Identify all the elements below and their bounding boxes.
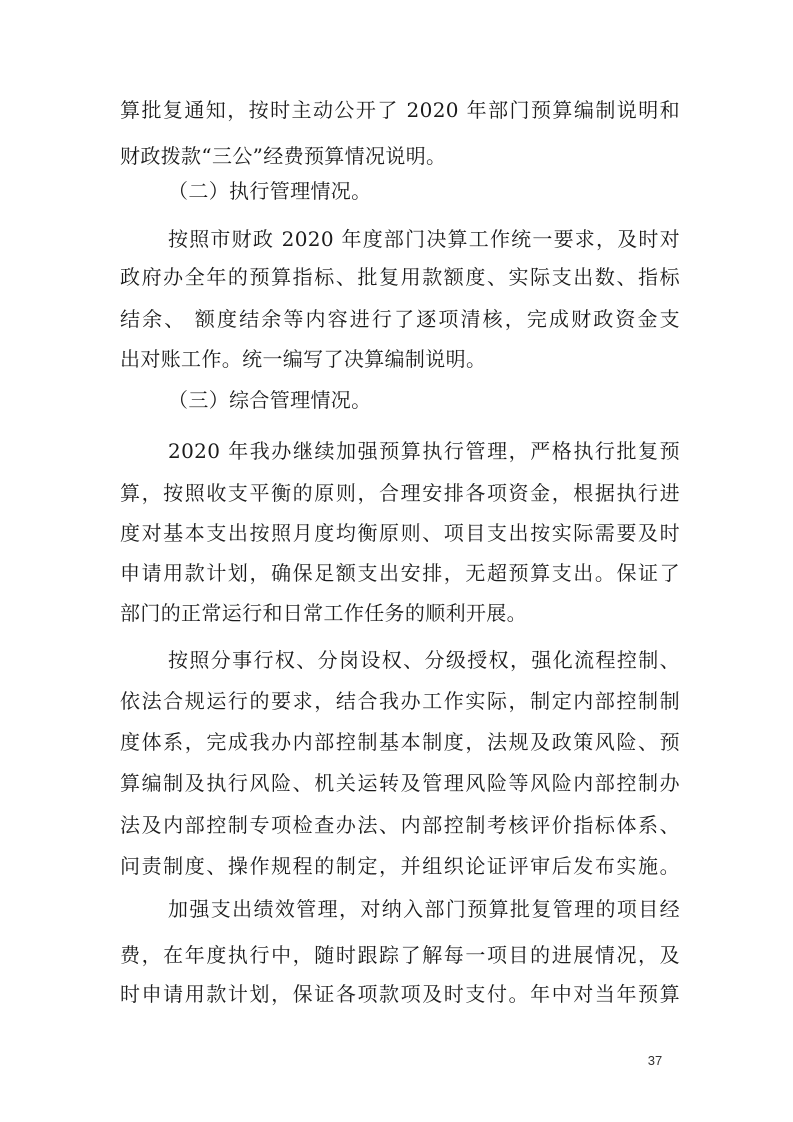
text-line: 按照市财政 2020 年度部门决算工作统一要求，及时对 [168,227,680,251]
text-line: 算批复通知，按时主动公开了 2020 年部门预算编制说明和 [120,98,680,122]
text-line: 问责制度、操作规程的制定，并组织论证评审后发布实施。 [120,854,680,878]
section-heading: （三）综合管理情况。 [168,388,372,412]
text-line: 时申请用款计划，保证各项款项及时支付。年中对当年预算 [120,982,680,1006]
text-line: 算编制及执行风险、机关运转及管理风险等风险内部控制办 [120,771,680,795]
section-heading: （二）执行管理情况。 [168,179,372,203]
text-line: 度对基本支出按照月度均衡原则、项目支出按实际需要及时 [120,521,680,545]
page-number: 37 [647,1053,663,1068]
text-line: 加强支出绩效管理，对纳入部门预算批复管理的项目经 [168,897,680,921]
text-line: 2020 年我办继续加强预算执行管理，严格执行批复预 [168,439,680,463]
text-line: 结余、 额度结余等内容进行了逐项清核，完成财政资金支 [120,307,680,331]
text-line: 度体系，完成我办内部控制基本制度，法规及政策风险、预 [120,730,680,754]
text-line: 财政拨款“三公”经费预算情况说明。 [120,144,447,168]
text-line: 费，在年度执行中，随时跟踪了解每一项目的进展情况，及 [120,943,680,967]
text-line: 部门的正常运行和日常工作任务的顺利开展。 [120,601,527,625]
text-line: 出对账工作。统一编写了决算编制说明。 [120,347,487,371]
text-line: 法及内部控制专项检查办法、内部控制考核评价指标体系、 [120,813,680,837]
text-line: 算，按照收支平衡的原则，合理安排各项资金，根据执行进 [120,481,680,505]
text-line: 按照分事行权、分岗设权、分级授权，强化流程控制、 [168,648,680,672]
text-line: 申请用款计划，确保足额支出安排，无超预算支出。保证了 [120,561,680,585]
text-line: 政府办全年的预算指标、批复用款额度、实际支出数、指标 [120,265,680,289]
text-line: 依法合规运行的要求，结合我办工作实际，制定内部控制制 [120,689,680,713]
